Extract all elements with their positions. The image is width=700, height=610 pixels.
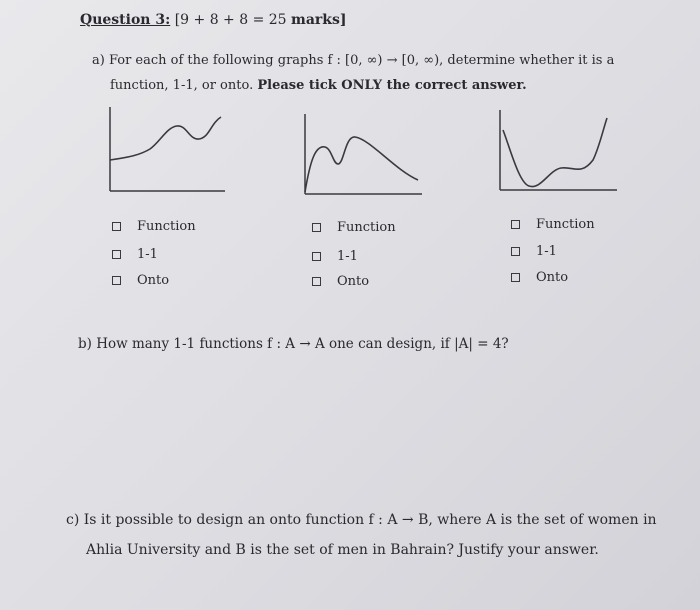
graph-3-one-to-one-label: 1-1: [536, 244, 557, 259]
graph-1-function-checkbox[interactable]: [112, 222, 121, 231]
graph-3-function-checkbox[interactable]: [511, 220, 520, 229]
part-a-instruction-prefix: function, 1-1, or onto.: [110, 78, 254, 93]
part-c-question-line-1: c) Is it possible to design an onto function f : A → B, where A is the set of women in: [66, 512, 657, 528]
graph-3-option-onto[interactable]: [511, 270, 568, 285]
graph-3-option-function[interactable]: [511, 217, 595, 232]
graph-3-curve: [503, 118, 607, 187]
graph-1-option-one-to-one[interactable]: [112, 247, 158, 262]
graph-2-function-checkbox[interactable]: [312, 223, 321, 232]
graph-1-curve: [110, 117, 221, 160]
graph-2-onto-label: Onto: [337, 274, 370, 289]
graph-1-onto-label: Onto: [137, 273, 170, 288]
graph-2-one-to-one-checkbox[interactable]: [312, 252, 321, 261]
graph-1-option-onto[interactable]: [112, 273, 169, 288]
question-heading: [80, 12, 347, 28]
part-b-question: b) How many 1-1 functions f : A → A one can design, if |A| = 4?: [78, 336, 509, 352]
graph-2: [300, 112, 425, 200]
graph-2-onto-checkbox[interactable]: [312, 277, 321, 286]
graph-1-one-to-one-checkbox[interactable]: [112, 250, 121, 259]
graph-1: [105, 105, 230, 197]
graph-1-onto-checkbox[interactable]: [112, 276, 121, 285]
part-a-prompt: a) For each of the following graphs f : [0, ∞) → [0, ∞), determine whether it is a: [92, 53, 615, 68]
graph-3-onto-label: Onto: [536, 270, 569, 285]
graph-2-one-to-one-label: 1-1: [337, 249, 358, 264]
part-c-question-line-2: Ahlia University and B is the set of men in Bahrain? Justify your answer.: [86, 542, 599, 558]
graph-3-option-one-to-one[interactable]: [511, 244, 557, 259]
graph-2-curve: [305, 137, 418, 192]
graph-1-option-function[interactable]: [112, 219, 196, 234]
graph-2-function-label: Function: [337, 220, 396, 235]
question-label: Question 3:: [80, 12, 171, 28]
graph-1-one-to-one-label: 1-1: [137, 247, 158, 262]
marks-prefix: [9 + 8 + 8 = 25: [174, 12, 287, 28]
graph-3-function-label: Function: [536, 217, 595, 232]
graph-2-option-function[interactable]: [312, 220, 396, 235]
graph-2-option-one-to-one[interactable]: [312, 249, 358, 264]
graph-3-one-to-one-checkbox[interactable]: [511, 247, 520, 256]
part-a-instruction: [110, 78, 527, 93]
graph-3-onto-checkbox[interactable]: [511, 273, 520, 282]
part-a-instruction-emphasis: Please tick ONLY the correct answer.: [257, 78, 527, 93]
marks-suffix: marks]: [291, 12, 347, 28]
graph-2-option-onto[interactable]: [312, 274, 369, 289]
graph-1-function-label: Function: [137, 219, 196, 234]
graph-3: [495, 108, 620, 196]
